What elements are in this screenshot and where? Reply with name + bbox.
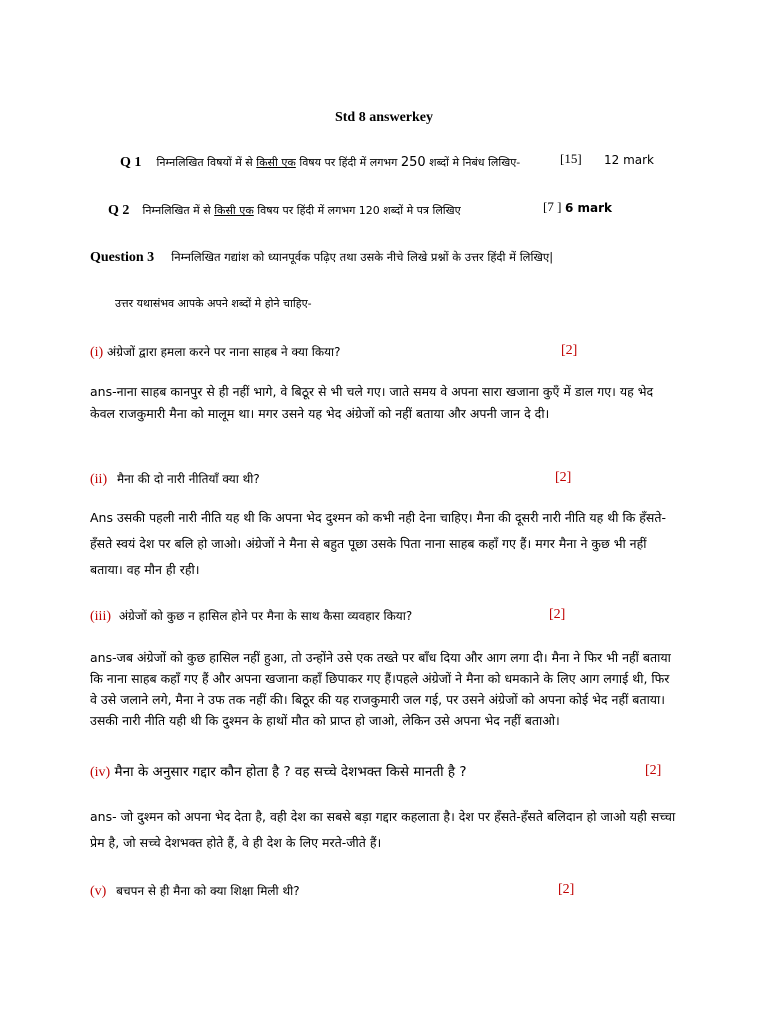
- q1-number: 250: [400, 155, 426, 170]
- subq-2-text: मैना की दो नारी नीतियाँ क्या थी?: [116, 472, 260, 486]
- subquestion-1: [90, 343, 341, 361]
- subquestion-4: [90, 762, 466, 781]
- subq-5-marks: [2]: [558, 882, 575, 897]
- q2-text-after: विषय पर हिंदी में लगभग: [253, 204, 359, 217]
- q2-number: 120: [358, 204, 380, 217]
- subq-1-marks: [2]: [561, 343, 578, 358]
- subq-2-answer: Ans उसकी पहली नारी नीति यह थी कि अपना भेद दुश्मन को कभी नही देना चाहिए। मैना की दूसरी नारी नीति यह थी कि हँसते-हँसते स्वयं देश पर बलि हो जाओ। अंग्रेजों ने मैना से बहुत पूछा उसके पिता नाना साहब कहाँ गए हैं। मगर मैना ने कुछ भी नहीं बताया। वह मौन ही रही।: [90, 510, 667, 577]
- subq-4-number: (iv): [90, 765, 111, 780]
- q3-text: निम्नलिखित गद्यांश को ध्यानपूर्वक पढ़िए तथा उसके नीचे लिखे प्रश्नों के उत्तर हिंदी में लिखिए|: [171, 250, 554, 264]
- q3-label: Question 3: [90, 250, 155, 265]
- q2-mark-note: 6 mark: [565, 201, 613, 215]
- subq-5-text: बचपन से ही मैना को क्या शिक्षा मिली थी?: [116, 884, 300, 898]
- subq-4-text: मैना के अनुसार गद्दार कौन होता है ? वह सच्चे देशभक्त किसे मानती है ?: [114, 764, 467, 780]
- subq-5-number: (v): [90, 884, 107, 899]
- subq-1-answer: ans-नाना साहब कानपुर से ही नहीं भागे, वे बिठूर से भी चले गए। जाते समय वे अपना सारा खजाना कुएँ में डाल गए। यह भेद केवल राजकुमारी मैना को मालूम था। मगर उसने यह भेद अंग्रेजों को नहीं बताया और अपनी जान दे दी।: [90, 384, 654, 421]
- subq-3-marks: [2]: [549, 607, 566, 622]
- subq-2-number: (ii): [90, 472, 108, 487]
- q2-underlined: किसी एक: [214, 204, 254, 217]
- q1-label: Q 1: [120, 155, 142, 170]
- document-title: Std 8 answerkey: [334, 110, 433, 125]
- q2-label: Q 2: [108, 203, 130, 218]
- subq-3-answer: ans-जब अंग्रेजों को कुछ हासिल नहीं हुआ, तो उन्होंने उसे एक तख्ते पर बाँध दिया और आग लगा दी। मैना ने फिर भी नहीं बताया कि नाना साहब कहाँ गए हैं और अपना खजाना कहाँ छिपाकर गए हैं।पहले अंग्रेजों ने मैना को धमकाने के लिए आग लगाई थी, फिर वे उसे जलाने लगे, मैना ने उफ तक नहीं की। बिठूर की यह राजकुमारी जल गई, पर उसने अंग्रेजों को अपना कोई भेद नहीं बताया। उसकी नारी नीति यही थी कि दुश्मन के हाथों मौत को प्राप्त हो जाओ, लेकिन उसे अपना भेद नहीं बताओ।: [90, 650, 671, 728]
- q1-text-before: निम्नलिखित विषयों में से: [156, 156, 257, 169]
- q1-text-after: विषय पर हिंदी में लगभग: [295, 156, 401, 169]
- q1-text-end: शब्दों मे निबंध लिखिए-: [425, 156, 521, 169]
- subquestion-5: [90, 882, 300, 900]
- subquestion-2: [90, 470, 260, 488]
- question-1: [120, 151, 520, 171]
- q2-text-before: निम्नलिखित में से: [142, 204, 215, 217]
- q2-text-end: शब्दों मे पत्र लिखिए: [379, 204, 461, 217]
- subq-1-number: (i): [90, 345, 104, 360]
- subq-2-marks: [2]: [555, 470, 572, 485]
- subq-3-text: अंग्रेजों को कुछ न हासिल होने पर मैना के साथ कैसा व्यवहार किया?: [118, 609, 413, 623]
- question-3: [90, 246, 553, 266]
- subq-1-text: अंग्रेजों द्वारा हमला करने पर नाना साहब ने क्या किया?: [107, 345, 341, 359]
- subq-4-marks: [2]: [645, 763, 662, 778]
- q1-mark-note: 12 mark: [604, 153, 655, 167]
- q2-marks: [7 ]: [543, 199, 562, 214]
- subquestion-3: [90, 607, 412, 625]
- subq-4-answer: ans- जो दुश्मन को अपना भेद देता है, वही देश का सबसे बड़ा गद्दार कहलाता है। देश पर हँसते-हँसते बलिदान हो जाओ यही सच्चा प्रेम है, जो सच्चे देशभक्त होते हैं, वे ही देश के लिए मरते-जीते हैं।: [90, 809, 676, 850]
- q3-note: उत्तर यथासंभव आपके अपने शब्दों मे होने चाहिए-: [115, 297, 312, 310]
- subq-3-number: (iii): [90, 609, 111, 624]
- q1-underlined: किसी एक: [256, 156, 296, 169]
- question-2: [108, 199, 461, 219]
- q1-marks: [15]: [560, 151, 582, 166]
